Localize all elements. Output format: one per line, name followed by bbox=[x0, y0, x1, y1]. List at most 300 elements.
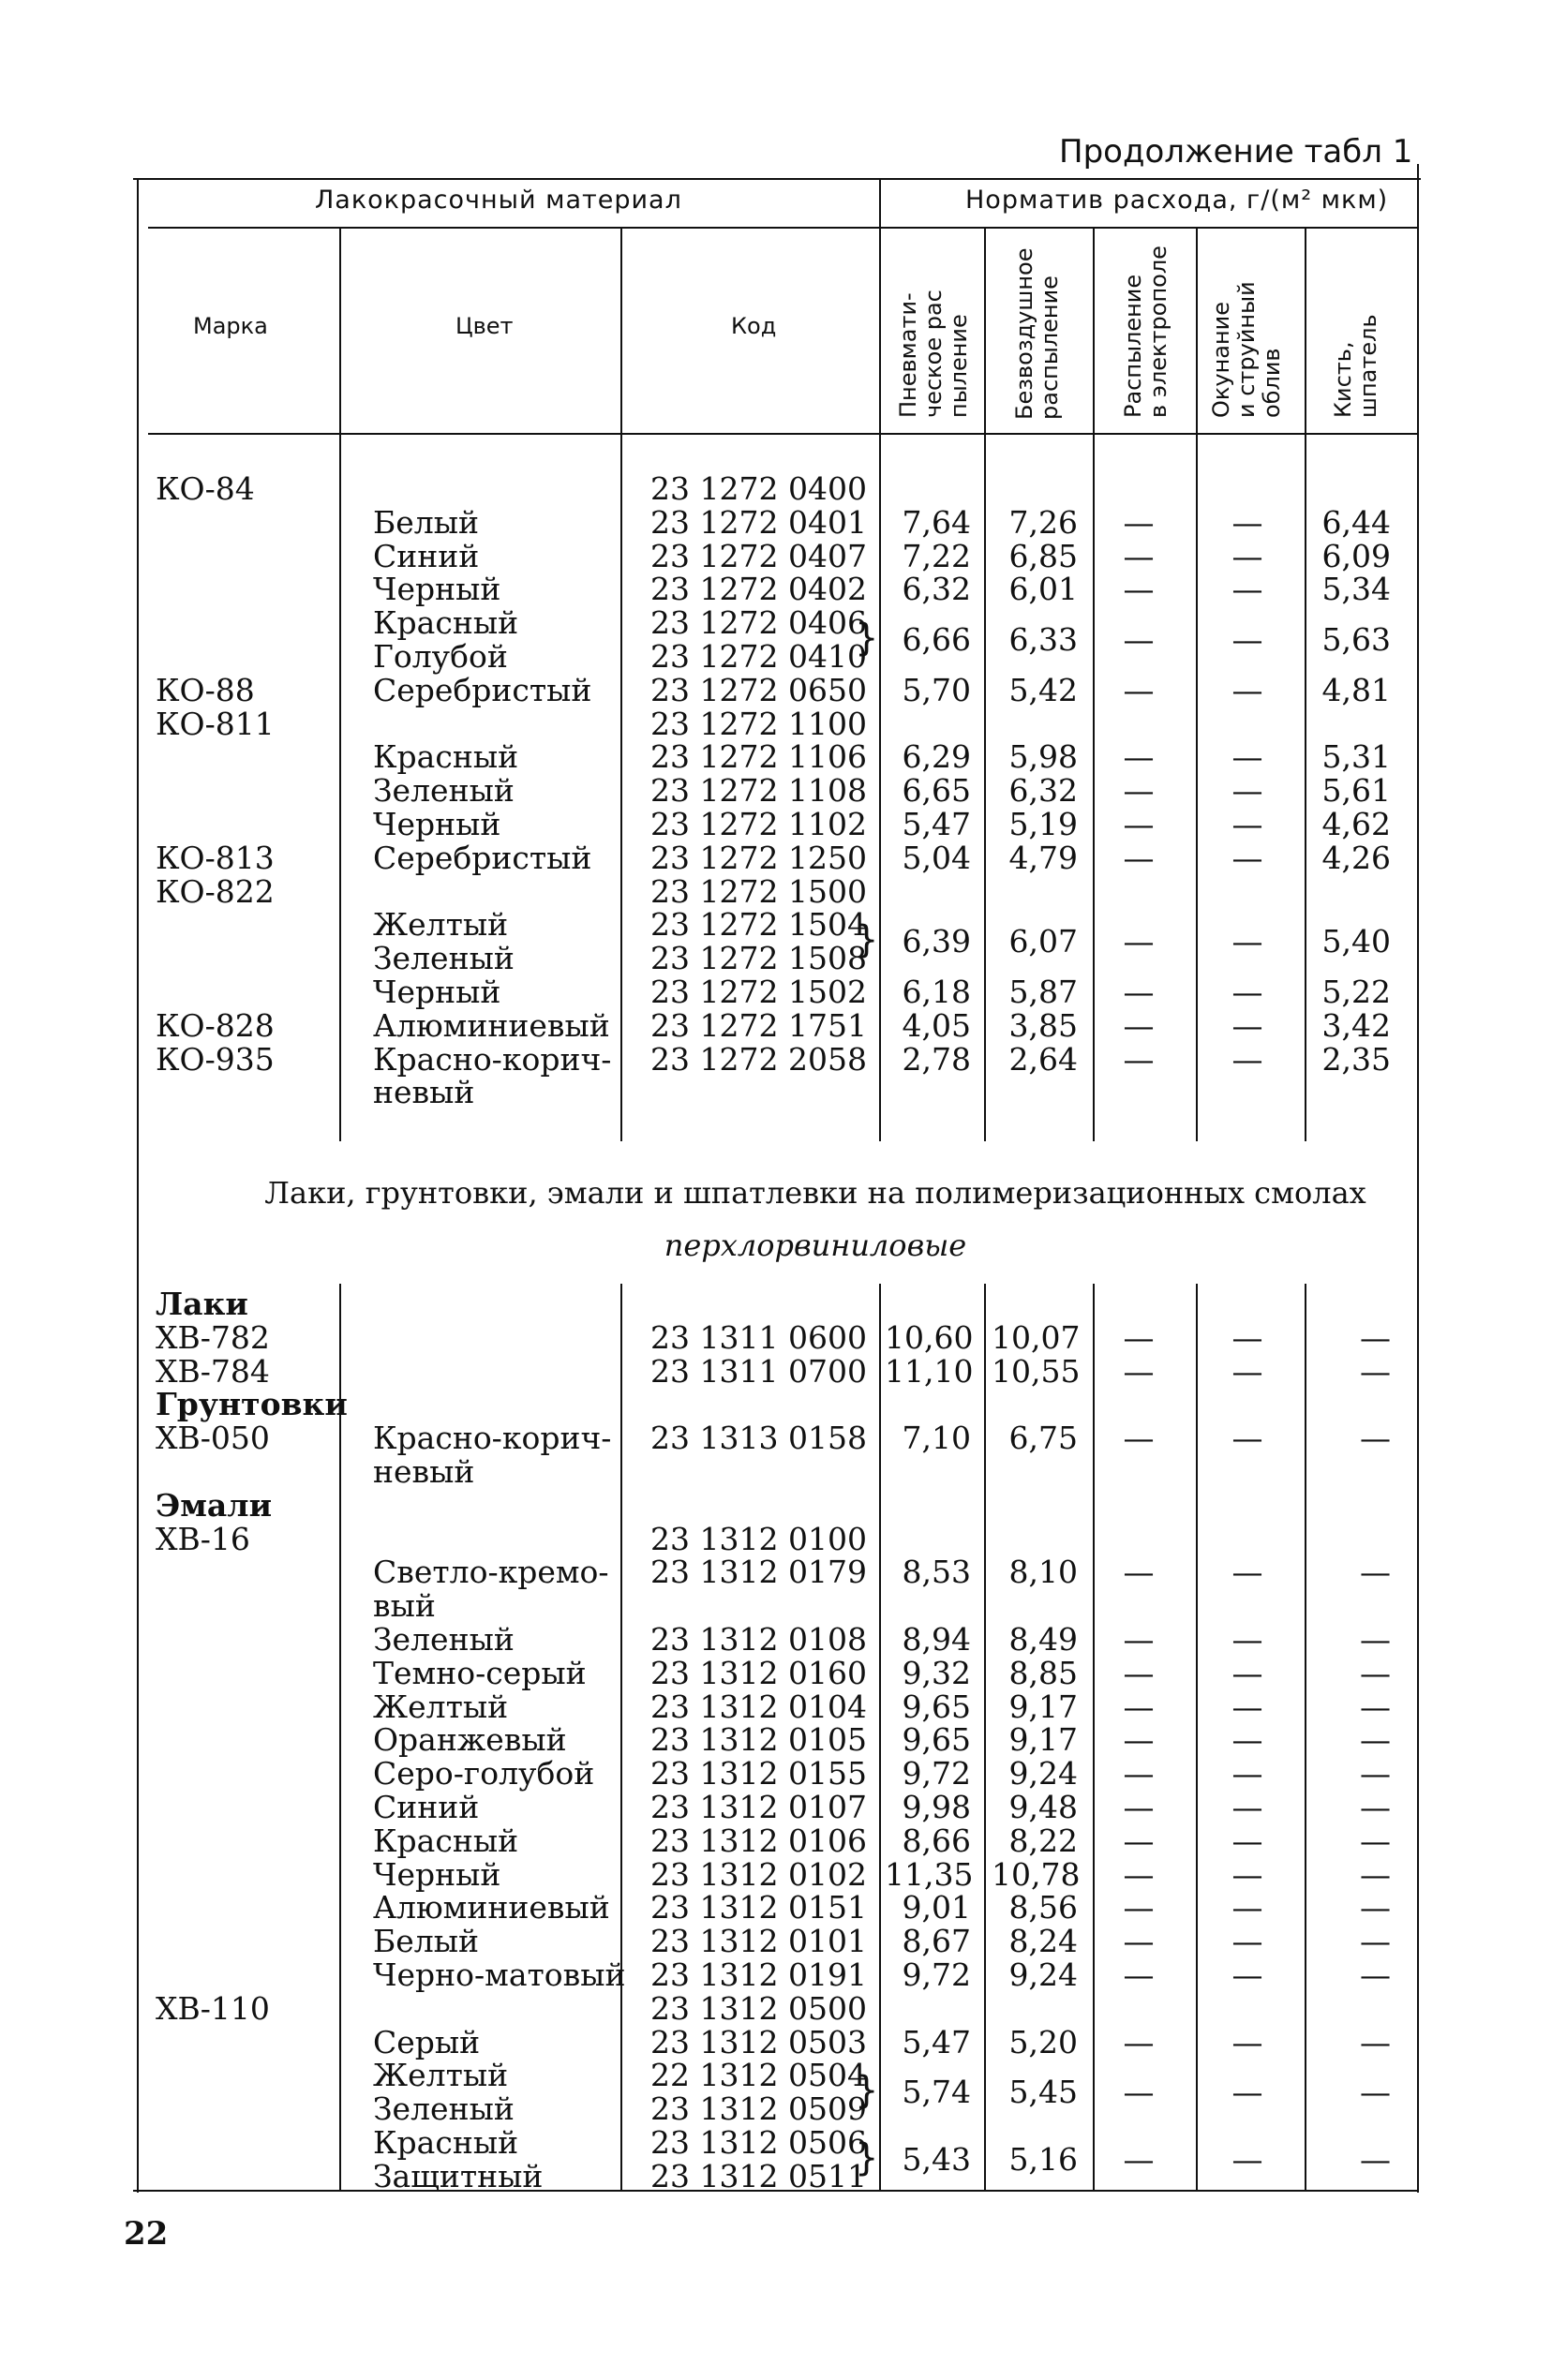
cell-pn: 9,72 bbox=[902, 1956, 971, 1993]
merged-cell-ok: — bbox=[1231, 923, 1263, 960]
table-row bbox=[0, 1958, 1552, 1992]
cell-code: 23 1312 0108 bbox=[650, 1621, 867, 1658]
cell-pn: 6,18 bbox=[902, 974, 971, 1010]
merged-cell-ks: — bbox=[1360, 2074, 1391, 2111]
cell-color: Синий bbox=[373, 537, 480, 574]
cell-code: 23 1272 0400 bbox=[650, 470, 867, 507]
cell-el: — bbox=[1123, 1420, 1155, 1457]
col-header-color: Цвет bbox=[455, 313, 514, 339]
table-row bbox=[0, 1040, 1552, 1078]
cell-el: — bbox=[1123, 1318, 1155, 1356]
cell-bv: 2,64 bbox=[1008, 1040, 1078, 1078]
cell-bv: 10,78 bbox=[992, 1855, 1081, 1893]
table-row bbox=[0, 1352, 1552, 1390]
cell-mark: КО-88 bbox=[156, 671, 255, 708]
cell-color: Защитный bbox=[373, 2157, 544, 2194]
cell-code: 23 1272 1100 bbox=[650, 705, 867, 742]
table-row bbox=[0, 872, 1552, 910]
cell-ok: — bbox=[1231, 1420, 1263, 1457]
cell-bv: 9,17 bbox=[1008, 1688, 1078, 1725]
cell-pn: 8,94 bbox=[902, 1621, 971, 1658]
cell-bv: 10,07 bbox=[992, 1318, 1081, 1356]
brace-icon: } bbox=[855, 2136, 879, 2179]
cell-ks: 3,42 bbox=[1321, 1006, 1391, 1044]
merged-cell-pn: 5,74 bbox=[902, 2074, 971, 2111]
cell-pn: 9,98 bbox=[902, 1789, 971, 1825]
cell-color: Зеленый bbox=[373, 940, 515, 977]
col-header-electro bbox=[1121, 245, 1171, 418]
merged-cell-pn: 5,43 bbox=[902, 2140, 971, 2178]
cell-bv: 8,24 bbox=[1008, 1923, 1078, 1960]
cell-bv: 6,01 bbox=[1008, 571, 1078, 608]
cell-color: Серый bbox=[373, 2023, 481, 2060]
merged-cell-pn: 6,39 bbox=[902, 923, 971, 960]
cell-bv: 9,48 bbox=[1008, 1789, 1078, 1825]
cell-pn: 8,53 bbox=[902, 1554, 971, 1591]
brush-line-2: шпатель bbox=[1355, 314, 1381, 418]
cell-pn: 9,65 bbox=[902, 1721, 971, 1759]
cell-color: Черный bbox=[373, 571, 501, 608]
table-row bbox=[0, 1076, 1552, 1109]
table-row bbox=[0, 1623, 1552, 1657]
cell-mark: ХВ-16 bbox=[156, 1520, 250, 1557]
merged-cell-ks: 5,63 bbox=[1321, 621, 1391, 659]
cell-el: — bbox=[1123, 571, 1155, 608]
merged-row bbox=[0, 623, 1552, 657]
cell-el: — bbox=[1123, 1040, 1155, 1078]
cell-color: Черный bbox=[373, 1855, 501, 1893]
cell-ks: — bbox=[1360, 1755, 1391, 1792]
cell-ok: — bbox=[1231, 772, 1263, 810]
airless-line-1: Безвоздушное bbox=[1011, 247, 1037, 420]
cell-el: — bbox=[1123, 1554, 1155, 1591]
cell-el: — bbox=[1123, 1621, 1155, 1658]
cell-el: — bbox=[1123, 537, 1155, 574]
cell-code: 23 1272 0402 bbox=[650, 571, 867, 608]
cell-color: Черно-матовый bbox=[373, 1956, 626, 1993]
cell-ks: — bbox=[1360, 2023, 1391, 2060]
cell-bv: 4,79 bbox=[1008, 839, 1078, 876]
cell-bv: 6,75 bbox=[1008, 1420, 1078, 1457]
dip-line-2: и струйный bbox=[1233, 281, 1260, 418]
merged-cell-bv: 5,45 bbox=[1008, 2074, 1078, 2111]
cell-pn: 9,65 bbox=[902, 1688, 971, 1725]
table-row bbox=[0, 503, 1552, 541]
table-row bbox=[0, 1486, 1552, 1524]
cell-color: Красный bbox=[373, 2124, 519, 2161]
cell-code: 23 1272 1500 bbox=[650, 872, 867, 910]
cell-code: 23 1272 1102 bbox=[650, 806, 867, 842]
table-row bbox=[0, 1891, 1552, 1925]
cell-pn: 9,01 bbox=[902, 1889, 971, 1926]
cell-bv: 9,17 bbox=[1008, 1721, 1078, 1759]
cell-ks: 4,62 bbox=[1321, 806, 1391, 842]
cell-color: Зеленый bbox=[373, 1621, 515, 1658]
cell-bv: 9,24 bbox=[1008, 1956, 1078, 1993]
cell-ok: — bbox=[1231, 1789, 1263, 1825]
cell-pn: 8,66 bbox=[902, 1822, 971, 1859]
cell-el: — bbox=[1123, 1688, 1155, 1725]
cell-ok: — bbox=[1231, 1755, 1263, 1792]
cell-mark: ХВ-782 bbox=[156, 1318, 270, 1356]
cell-ks: — bbox=[1360, 1923, 1391, 1960]
col-header-code: Код bbox=[731, 313, 777, 339]
cell-bv: 5,98 bbox=[1008, 738, 1078, 776]
cell-ok: — bbox=[1231, 1923, 1263, 1960]
cell-code: 23 1272 1504 bbox=[650, 906, 867, 944]
cell-ks: — bbox=[1360, 1822, 1391, 1859]
cell-bv: 9,24 bbox=[1008, 1755, 1078, 1792]
merged-cell-el: — bbox=[1123, 923, 1155, 960]
table-row bbox=[0, 1555, 1552, 1589]
cell-ks: 4,81 bbox=[1321, 671, 1391, 708]
merged-cell-ok: — bbox=[1231, 2074, 1263, 2111]
cell-el: — bbox=[1123, 671, 1155, 708]
cell-code: 23 1272 1250 bbox=[650, 839, 867, 876]
cell-ks: 5,22 bbox=[1321, 974, 1391, 1010]
cell-el: — bbox=[1123, 1923, 1155, 1960]
cell-pn: 5,04 bbox=[902, 839, 971, 876]
cell-mark: КО-828 bbox=[156, 1006, 275, 1044]
cell-code: 23 1272 1751 bbox=[650, 1006, 867, 1044]
continuation-label: Продолжение табл 1 bbox=[1059, 133, 1413, 171]
cell-bv: 8,56 bbox=[1008, 1889, 1078, 1926]
cell-code: 23 1272 0401 bbox=[650, 503, 867, 541]
table-row bbox=[0, 671, 1552, 708]
cell-bv: 8,49 bbox=[1008, 1621, 1078, 1658]
cell-ok: — bbox=[1231, 537, 1263, 574]
cell-code: 23 1312 0105 bbox=[650, 1721, 867, 1759]
cell-color: Зеленый bbox=[373, 772, 515, 810]
cell-ok: — bbox=[1231, 1006, 1263, 1044]
cell-color: Желтый bbox=[373, 906, 509, 944]
cell-pn: 7,22 bbox=[902, 537, 971, 574]
col-header-pneumatic bbox=[896, 290, 972, 418]
cell-color: Черный bbox=[373, 974, 501, 1010]
dip-line-3: облив bbox=[1259, 348, 1285, 418]
table-row bbox=[0, 1520, 1552, 1557]
cell-ok: — bbox=[1231, 671, 1263, 708]
cell-code: 23 1312 0151 bbox=[650, 1889, 867, 1926]
hdr-div-1 bbox=[339, 229, 341, 433]
merged-cell-ks: — bbox=[1360, 2140, 1391, 2178]
cell-bv: 7,26 bbox=[1008, 503, 1078, 541]
cell-pn: 5,47 bbox=[902, 806, 971, 842]
table-row bbox=[0, 740, 1552, 774]
cell-code: 23 1272 2058 bbox=[650, 1040, 867, 1078]
cell-mark: КО-811 bbox=[156, 705, 275, 742]
cell-bv: 5,87 bbox=[1008, 974, 1078, 1010]
cell-color: Серебристый bbox=[373, 671, 592, 708]
cell-ok: — bbox=[1231, 1040, 1263, 1078]
cell-code: 23 1312 0191 bbox=[650, 1956, 867, 1993]
cell-ok: — bbox=[1231, 1721, 1263, 1759]
table-row bbox=[0, 1690, 1552, 1724]
table-row bbox=[0, 1421, 1552, 1455]
table-row bbox=[0, 1318, 1552, 1356]
table-row bbox=[0, 1388, 1552, 1421]
cell-pn: 6,32 bbox=[902, 571, 971, 608]
cell-pn: 5,70 bbox=[902, 671, 971, 708]
pneumatic-line-2: ческое рас bbox=[920, 290, 947, 418]
merged-cell-bv: 6,07 bbox=[1008, 923, 1078, 960]
cell-el: — bbox=[1123, 1352, 1155, 1390]
cell-bv: 5,19 bbox=[1008, 806, 1078, 842]
cell-mark: КО-84 bbox=[156, 470, 255, 507]
table-row bbox=[0, 2023, 1552, 2060]
cell-pn: 6,65 bbox=[902, 772, 971, 810]
cell-color: Красный bbox=[373, 604, 519, 642]
top-rule bbox=[133, 178, 1421, 180]
cell-color: Серо-голубой bbox=[373, 1755, 595, 1792]
cell-color: Синий bbox=[373, 1789, 480, 1825]
cell-pn: 7,64 bbox=[902, 503, 971, 541]
dip-line-1: Окунание bbox=[1208, 301, 1234, 418]
cell-el: — bbox=[1123, 738, 1155, 776]
cell-ks: 5,31 bbox=[1321, 738, 1391, 776]
table-row bbox=[0, 808, 1552, 841]
cell-code: 23 1312 0102 bbox=[650, 1855, 867, 1893]
cell-code: 22 1312 0504 bbox=[650, 2057, 867, 2094]
cell-el: — bbox=[1123, 1822, 1155, 1859]
cell-el: — bbox=[1123, 1956, 1155, 1993]
cell-color: Желтый bbox=[373, 1688, 509, 1725]
cell-el: — bbox=[1123, 1006, 1155, 1044]
table-row bbox=[0, 472, 1552, 506]
cell-mark: ХВ-050 bbox=[156, 1420, 270, 1457]
table-row bbox=[0, 573, 1552, 606]
cell-pn: 11,35 bbox=[885, 1855, 974, 1893]
cell-mark: КО-822 bbox=[156, 872, 275, 910]
cell-color: Красно-корич- bbox=[373, 1040, 612, 1078]
cell-color: Зеленый bbox=[373, 2090, 515, 2128]
cell-code: 23 1272 0410 bbox=[650, 638, 867, 675]
col-header-airless bbox=[1012, 248, 1063, 420]
merged-cell-ks: 5,40 bbox=[1321, 923, 1391, 960]
table-row bbox=[0, 1925, 1552, 1958]
cell-mark: Эмали bbox=[156, 1486, 273, 1524]
table-row bbox=[0, 975, 1552, 1009]
cell-pn: 10,60 bbox=[885, 1318, 974, 1356]
cell-code: 23 1312 0503 bbox=[650, 2023, 867, 2060]
cell-color: Белый bbox=[373, 1923, 480, 1960]
cell-color: Серебристый bbox=[373, 839, 592, 876]
merged-row bbox=[0, 925, 1552, 959]
cell-el: — bbox=[1123, 1889, 1155, 1926]
cell-ok: — bbox=[1231, 1822, 1263, 1859]
cell-code: 23 1272 1508 bbox=[650, 940, 867, 977]
table-row bbox=[0, 1855, 1552, 1893]
cell-ks: — bbox=[1360, 1789, 1391, 1825]
table-row bbox=[0, 1287, 1552, 1321]
electro-line-2: в электрополе bbox=[1145, 245, 1171, 418]
cell-color: невый bbox=[373, 1074, 475, 1111]
cell-ok: — bbox=[1231, 1889, 1263, 1926]
cell-pn: 9,32 bbox=[902, 1654, 971, 1691]
brace-icon: } bbox=[855, 617, 879, 661]
cell-ks: — bbox=[1360, 1420, 1391, 1457]
cell-code: 23 1272 0406 bbox=[650, 604, 867, 642]
cell-ks: — bbox=[1360, 1721, 1391, 1759]
cell-code: 23 1312 0179 bbox=[650, 1554, 867, 1591]
cell-color: невый bbox=[373, 1453, 475, 1490]
cell-code: 23 1312 0101 bbox=[650, 1923, 867, 1960]
table-row bbox=[0, 1791, 1552, 1824]
brush-line-1: Кисть, bbox=[1330, 341, 1356, 418]
cell-mark: КО-813 bbox=[156, 839, 275, 876]
cell-code: 23 1312 0509 bbox=[650, 2090, 867, 2128]
cell-mark: КО-935 bbox=[156, 1040, 275, 1078]
hdr-div-5 bbox=[1093, 229, 1095, 433]
cell-color: Белый bbox=[373, 503, 480, 541]
hdr-div-7 bbox=[1305, 229, 1306, 433]
cell-code: 23 1272 1106 bbox=[650, 738, 867, 776]
table-row bbox=[0, 1006, 1552, 1044]
table-row bbox=[0, 1654, 1552, 1691]
cell-el: — bbox=[1123, 974, 1155, 1010]
cell-code: 23 1311 0700 bbox=[650, 1352, 867, 1390]
cell-ok: — bbox=[1231, 1956, 1263, 1993]
table-row bbox=[0, 1989, 1552, 2027]
cell-mark: Грунтовки bbox=[156, 1386, 348, 1423]
cell-bv: 3,85 bbox=[1008, 1006, 1078, 1044]
cell-ks: 4,26 bbox=[1321, 839, 1391, 876]
cell-code: 23 1272 0407 bbox=[650, 537, 867, 574]
table-row bbox=[0, 1757, 1552, 1791]
cell-ok: — bbox=[1231, 1621, 1263, 1658]
cell-bv: 6,85 bbox=[1008, 537, 1078, 574]
cell-color: Голубой bbox=[373, 638, 508, 675]
cell-ok: — bbox=[1231, 738, 1263, 776]
cell-code: 23 1312 0106 bbox=[650, 1822, 867, 1859]
cell-color: Красно-корич- bbox=[373, 1420, 612, 1457]
cell-el: — bbox=[1123, 772, 1155, 810]
merged-cell-el: — bbox=[1123, 621, 1155, 659]
cell-ok: — bbox=[1231, 806, 1263, 842]
cell-ok: — bbox=[1231, 1352, 1263, 1390]
cell-ok: — bbox=[1231, 1855, 1263, 1893]
cell-el: — bbox=[1123, 503, 1155, 541]
cell-bv: 5,20 bbox=[1008, 2023, 1078, 2060]
cell-ks: — bbox=[1360, 1855, 1391, 1893]
hdr-div-3 bbox=[879, 229, 881, 433]
cell-mark: ХВ-110 bbox=[156, 1989, 270, 2027]
cell-ok: — bbox=[1231, 571, 1263, 608]
cell-el: — bbox=[1123, 2023, 1155, 2060]
merged-cell-ok: — bbox=[1231, 621, 1263, 659]
cell-mark: Лаки bbox=[156, 1286, 248, 1322]
cell-color: Черный bbox=[373, 806, 501, 842]
hdr-div-6 bbox=[1196, 229, 1198, 433]
cell-el: — bbox=[1123, 1789, 1155, 1825]
cell-mark: ХВ-784 bbox=[156, 1352, 270, 1390]
col-header-mark: Марка bbox=[193, 313, 268, 339]
cell-color: Темно-серый bbox=[373, 1654, 587, 1691]
cell-el: — bbox=[1123, 1654, 1155, 1691]
cell-bv: 8,85 bbox=[1008, 1654, 1078, 1691]
cell-code: 23 1312 0160 bbox=[650, 1654, 867, 1691]
cell-ok: — bbox=[1231, 1688, 1263, 1725]
page-number: 22 bbox=[124, 2215, 169, 2253]
cell-pn: 4,05 bbox=[902, 1006, 971, 1044]
cell-ok: — bbox=[1231, 1654, 1263, 1691]
cell-bv: 6,32 bbox=[1008, 772, 1078, 810]
cell-el: — bbox=[1123, 806, 1155, 842]
cell-color: Красный bbox=[373, 1822, 519, 1859]
cell-color: Оранжевый bbox=[373, 1721, 567, 1759]
cell-el: — bbox=[1123, 1855, 1155, 1893]
cell-color: вый bbox=[373, 1587, 436, 1625]
group-norm-header: Норматив расхода, г/(м² мкм) bbox=[965, 186, 1389, 215]
cell-el: — bbox=[1123, 1721, 1155, 1759]
cell-el: — bbox=[1123, 1755, 1155, 1792]
cell-ks: — bbox=[1360, 1352, 1391, 1390]
cell-code: 23 1312 0155 bbox=[650, 1755, 867, 1792]
merged-cell-el: — bbox=[1123, 2140, 1155, 2178]
cell-code: 23 1313 0158 bbox=[650, 1420, 867, 1457]
cell-ok: — bbox=[1231, 974, 1263, 1010]
cell-bv: 8,10 bbox=[1008, 1554, 1078, 1591]
cell-ks: — bbox=[1360, 1688, 1391, 1725]
table-row bbox=[0, 774, 1552, 808]
table-row bbox=[0, 1723, 1552, 1757]
section-2-title: Лаки, грунтовки, эмали и шпатлевки на полимеризационных смолах bbox=[264, 1175, 1366, 1211]
brace-icon: } bbox=[855, 918, 879, 962]
cell-code: 23 1312 0511 bbox=[650, 2157, 867, 2194]
brace-icon: } bbox=[855, 2069, 879, 2113]
cell-ks: — bbox=[1360, 1318, 1391, 1356]
cell-ok: — bbox=[1231, 839, 1263, 876]
hdr-div-2 bbox=[620, 229, 622, 433]
table-row bbox=[0, 707, 1552, 741]
merged-cell-bv: 6,33 bbox=[1008, 621, 1078, 659]
cell-code: 23 1311 0600 bbox=[650, 1318, 867, 1356]
cell-pn: 2,78 bbox=[902, 1040, 971, 1078]
cell-ks: — bbox=[1360, 1956, 1391, 1993]
hdr-div-4 bbox=[984, 229, 986, 433]
cell-ks: 2,35 bbox=[1321, 1040, 1391, 1078]
cell-ok: — bbox=[1231, 503, 1263, 541]
section-2-subtitle: перхлорвиниловые bbox=[664, 1227, 967, 1263]
cell-color: Красный bbox=[373, 738, 519, 776]
cell-pn: 11,10 bbox=[885, 1352, 974, 1390]
cell-code: 23 1272 1108 bbox=[650, 772, 867, 810]
cell-bv: 8,22 bbox=[1008, 1822, 1078, 1859]
cell-ok: — bbox=[1231, 1318, 1263, 1356]
table-row bbox=[0, 537, 1552, 574]
cell-pn: 5,47 bbox=[902, 2023, 971, 2060]
cell-code: 23 1312 0104 bbox=[650, 1688, 867, 1725]
pneumatic-line-1: Пневмати- bbox=[895, 292, 921, 418]
cell-ks: 5,61 bbox=[1321, 772, 1391, 810]
table-row bbox=[0, 1824, 1552, 1858]
cell-pn: 7,10 bbox=[902, 1420, 971, 1457]
col-header-brush bbox=[1331, 314, 1381, 418]
merged-cell-el: — bbox=[1123, 2074, 1155, 2111]
cell-bv: 10,55 bbox=[992, 1352, 1081, 1390]
cell-ks: — bbox=[1360, 1654, 1391, 1691]
table-row bbox=[0, 1455, 1552, 1489]
group-material-header: Лакокрасочный материал bbox=[315, 186, 682, 215]
cell-code: 23 1312 0500 bbox=[650, 1989, 867, 2027]
cell-bv: 5,42 bbox=[1008, 671, 1078, 708]
cell-ok: — bbox=[1231, 2023, 1263, 2060]
cell-ks: 5,34 bbox=[1321, 571, 1391, 608]
cell-code: 23 1272 1502 bbox=[650, 974, 867, 1010]
cell-color: Желтый bbox=[373, 2057, 509, 2094]
cell-pn: 6,29 bbox=[902, 738, 971, 776]
cell-pn: 9,72 bbox=[902, 1755, 971, 1792]
